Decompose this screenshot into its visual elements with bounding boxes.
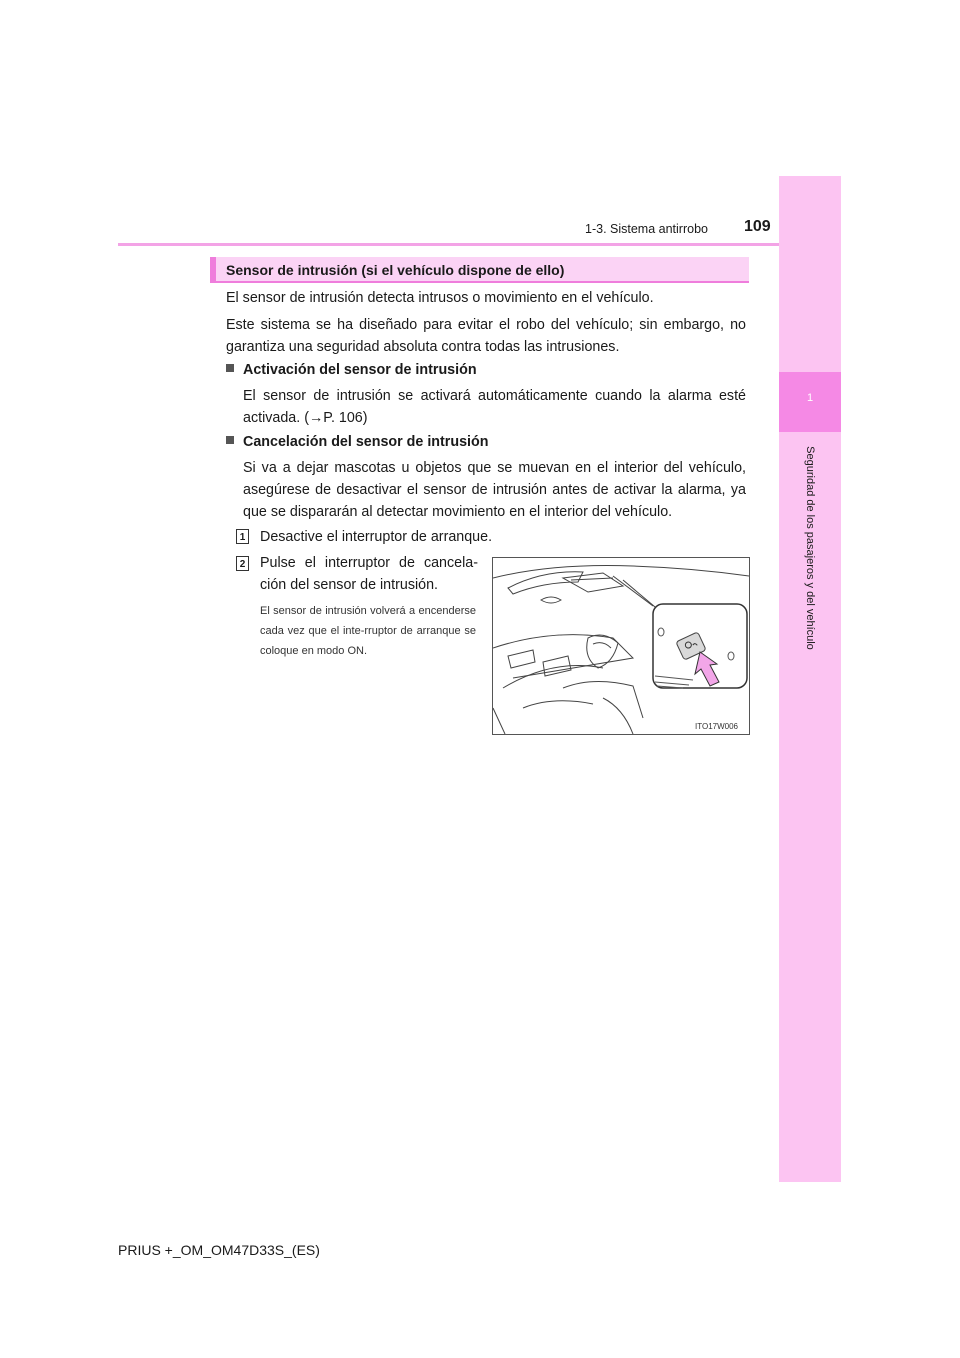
step-text-1: Desactive el interruptor de arranque. <box>260 529 493 545</box>
step-number-2: 2 <box>236 556 249 571</box>
section-path: 1-3. Sistema antirrobo <box>585 222 708 236</box>
cancellation-heading-text: Cancelación del sensor de intrusión <box>243 434 489 450</box>
activation-heading <box>226 362 477 378</box>
figure-intrusion-switch <box>492 557 750 735</box>
header-rule <box>118 243 779 246</box>
activation-heading-text: Activación del sensor de intrusión <box>243 362 477 378</box>
intro-paragraph-1: El sensor de intrusión detecta intrusos o movimiento en el vehículo. <box>226 290 654 306</box>
chapter-number: 1 <box>806 392 814 404</box>
square-bullet-icon <box>226 436 234 444</box>
cancellation-body: Si va a dejar mascotas u objetos que se muevan en el interior del vehículo, asegúrese de desactivar el sensor de intrusión antes de activar la alarma, ya que se dispararán al detectar movimiento en el interior del vehículo. <box>243 460 746 520</box>
step-number-1: 1 <box>236 529 249 544</box>
square-bullet-icon <box>226 364 234 372</box>
step-text-2: Pulse el interruptor de cancela-ción del sensor de intrusión. <box>260 555 478 593</box>
section-title: Sensor de intrusión (si el vehículo dispone de ello) <box>226 262 565 278</box>
footer-model: PRIUS +_OM_OM47D33S_(ES) <box>118 1242 320 1258</box>
section-heading-bar <box>210 257 749 283</box>
intro-paragraph-2: Este sistema se ha diseñado para evitar el robo del vehículo; sin embargo, no garantiza una seguridad absoluta contra todas las intrusiones. <box>226 317 746 355</box>
step-note: El sensor de intrusión volverá a encenderse cada vez que el inte-rruptor de arranque se coloque en modo ON. <box>260 605 476 657</box>
activation-body: El sensor de intrusión se activará automáticamente cuando la alarma esté activada. (→P. 106) <box>243 388 746 426</box>
vehicle-interior-illustration <box>493 558 749 734</box>
figure-code: ITO17W006 <box>695 722 738 731</box>
cancellation-heading <box>226 434 489 450</box>
chapter-title: Seguridad de los pasajeros y del vehículo <box>804 446 816 650</box>
page-number: 109 <box>744 218 771 235</box>
